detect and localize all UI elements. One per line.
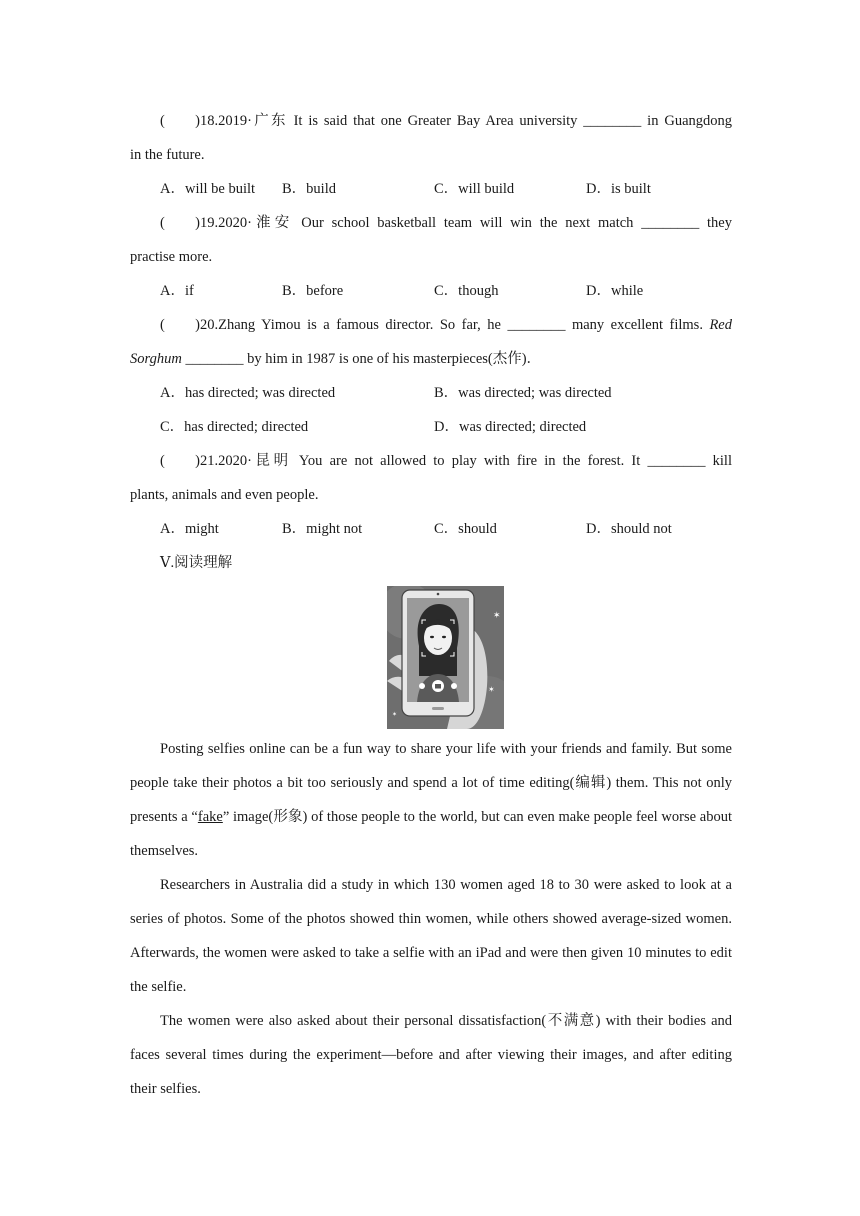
worksheet-page <box>130 104 732 1106</box>
question-20-line1 <box>130 308 732 342</box>
option-a[interactable]: A．has directed; was directed <box>160 385 336 401</box>
passage-paragraph-1 <box>130 732 732 868</box>
passage-paragraph-2: Researchers in Australia did a study in which 130 women aged 18 to 30 were asked to look at a series of photos. Some of the photos showed thin women, while others showed average-sized women. Afterwards, the women were asked to take a selfie with an iPad and were then given 10 minutes to edit the selfie. <box>130 877 732 995</box>
underlined-word: fake <box>197 809 223 825</box>
svg-text:✶: ✶ <box>493 611 501 621</box>
option-c[interactable]: C．has directed; directed <box>160 419 309 435</box>
option-b[interactable]: B．build <box>282 181 336 197</box>
passage-text: Posting selfies online can be a fun way to share your life with your friends and family. But some people take their photos a bit too seriously and spend a lot of time editing(编辑) them. This not only presents a “ <box>130 741 732 825</box>
question-18-text: 18.2019·广东 It is said that one Greater Bay Area university ________ in Guangdong <box>200 113 732 129</box>
film-title-part1: Red <box>709 317 732 333</box>
svg-text:✶: ✶ <box>392 711 398 718</box>
question-20-options-row2 <box>130 410 732 444</box>
option-d[interactable]: D．while <box>586 283 644 299</box>
section-title: Ⅴ.阅读理解 <box>160 555 233 571</box>
option-a[interactable]: A．might <box>160 521 219 537</box>
question-21-line2: plants, animals and even people. <box>130 487 319 503</box>
question-19-line2: practise more. <box>130 249 213 265</box>
film-title-part2: Sorghum <box>130 351 182 367</box>
answer-blank[interactable]: ( ) <box>160 215 200 231</box>
question-18-options <box>130 172 732 206</box>
question-18-line2: in the future. <box>130 147 205 163</box>
question-21-text: 21.2020·昆明 You are not allowed to play with fire in the forest. It ________ kill <box>200 453 732 469</box>
selfie-phone-illustration <box>387 586 504 729</box>
option-a[interactable]: A．will be built <box>160 181 256 197</box>
question-19-line1 <box>130 206 732 240</box>
answer-blank[interactable]: ( ) <box>160 113 200 129</box>
question-20-text: 20.Zhang Yimou is a famous director. So far, he ________ many excellent films. <box>200 317 710 333</box>
question-21-line1 <box>130 444 732 478</box>
option-b[interactable]: B．might not <box>282 521 363 537</box>
option-c[interactable]: C．though <box>434 283 499 299</box>
question-21-options <box>130 512 732 546</box>
option-c[interactable]: C．should <box>434 521 497 537</box>
answer-blank[interactable]: ( ) <box>160 317 200 333</box>
option-d[interactable]: D．is built <box>586 181 651 197</box>
question-18-line1 <box>130 104 732 138</box>
question-19-text: 19.2020·淮安 Our school basketball team will win the next match ________ they <box>200 215 732 231</box>
option-c[interactable]: C．will build <box>434 181 515 197</box>
question-20-text-cont: ________ by him in 1987 is one of his masterpieces(杰作)． <box>181 351 542 367</box>
svg-text:✶: ✶ <box>488 685 495 694</box>
option-b[interactable]: B．before <box>282 283 344 299</box>
answer-blank[interactable]: ( ) <box>160 453 200 469</box>
option-d[interactable]: D．was directed; directed <box>434 419 587 435</box>
option-d[interactable]: D．should not <box>586 521 672 537</box>
passage-paragraph-3: The women were also asked about their personal dissatisfaction(不满意) with their bodies and faces several times during the experiment—before and after viewing their images, and after editing their selfies. <box>130 1013 732 1097</box>
option-b[interactable]: B．was directed; was directed <box>434 385 612 401</box>
question-20-line2 <box>130 342 732 376</box>
passage-text: ” image(形象) of those people to the world, but can even make people feel worse about themselves. <box>130 809 733 859</box>
question-20-options-row1 <box>130 376 732 410</box>
question-19-options <box>130 274 732 308</box>
option-a[interactable]: A．if <box>160 283 194 299</box>
figure-container <box>130 580 732 732</box>
